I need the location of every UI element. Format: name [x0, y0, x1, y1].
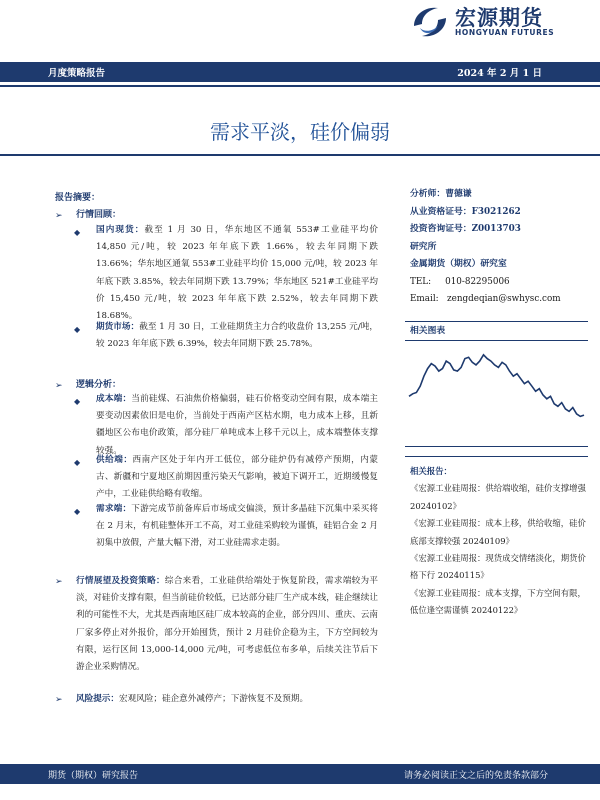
license-row [410, 204, 590, 222]
demand-text: 下游完成节前备库后市场成交偏淡，预计多晶硅下沉集中采买将在 2 月末，有机硅整体开工不高，对工业硅采购较为谨慎，硅铝合金 2 月初集中放假，产量大幅下滑，对工业硅需求走弱。 [96, 504, 378, 549]
related-report-item[interactable]: 《宏源工业硅周报：成本支撑，下方空间有限，低位逢空需谨慎 20240122》 [410, 587, 586, 616]
cost-text: 当前硅煤、石油焦价格偏弱，硅石价格变动空间有限，成本端主要变动因素依旧是电价，当前处于西南产区枯水期，电力成本上移，且新疆地区公布电价政策，部分硅厂单吨成本上移千元以上，成本端整体支撑较强。 [96, 394, 378, 456]
arrow-icon: ➢ [55, 381, 63, 391]
analyst-label: 分析师： [410, 189, 446, 199]
related-report-item[interactable]: 《宏源工业硅周报：成本上移，供给收缩，硅价底部支撑较强 20240109》 [410, 518, 586, 546]
series-line [409, 355, 584, 417]
email-row [410, 291, 590, 309]
diamond-bullet-icon: ◆ [74, 458, 81, 467]
outlook-heading: 行情展望及投资策略： [76, 576, 165, 586]
footer-disclaimer: 请务必阅读正文之后的免责条款部分 [403, 771, 548, 781]
related-reports-label: 相关报告： [410, 466, 452, 476]
arrow-icon: ➢ [55, 577, 63, 587]
futures-market-text: 截至 1 月 30 日，工业硅期货主力合约收盘价 13,255 元/吨，较 2023 年年底下跌 6.39%，较去年同期下跌 25.78%。 [96, 322, 378, 350]
divider [405, 446, 588, 447]
diamond-bullet-icon: ◆ [74, 397, 81, 406]
review-heading: 行情回顾： [76, 210, 122, 220]
header-divider [0, 85, 600, 87]
consult-number: Z0013703 [471, 224, 521, 234]
domestic-spot-label: 国内现货： [96, 225, 145, 235]
diamond-bullet-icon: ◆ [74, 325, 81, 334]
company-logo-icon [410, 2, 450, 42]
supply-paragraph [96, 452, 378, 504]
demand-paragraph [96, 501, 378, 553]
license-label: 从业资格证号： [410, 206, 472, 217]
tel-value: 010-82295006 [445, 276, 510, 287]
dept-name: 研究所 [410, 241, 437, 252]
domestic-spot-paragraph [96, 222, 378, 325]
page-title: 需求平淡，硅价偏弱 [210, 120, 390, 144]
cost-paragraph [96, 391, 378, 460]
price-line-chart [405, 340, 588, 440]
futures-market-label: 期货市场： [96, 322, 140, 332]
supply-label: 供给端： [96, 455, 133, 465]
outlook-text: 综合来看，工业硅供给端处于恢复阶段，需求端较为平淡，对硅价支撑有限，但当前硅价较低，已达部分硅厂生产成本线，硅企继续让利的可能性不大，尤其是西南地区硅厂成本较高的企业，部分四川、重庆、云南厂家多停止对外报价，部分开始囤货，预计 2 月硅价企稳为主，下方空间较为有限，运行区间 13,000-14,000 元/吨，可考虑低位布多单，后续关注节后下游企业采购情况。 [76, 576, 378, 673]
report-type: 月度策略报告 [48, 68, 106, 79]
divider [405, 321, 588, 322]
tel-label: TEL: [410, 276, 432, 287]
related-reports [410, 463, 590, 620]
risk-paragraph [76, 691, 378, 708]
demand-label: 需求端： [96, 504, 132, 514]
email-link[interactable]: zengdeqian@swhysc.com [447, 294, 561, 304]
diamond-bullet-icon: ◆ [74, 228, 81, 237]
arrow-icon: ➢ [55, 695, 63, 705]
brand-name-cn: 宏源期货 [455, 6, 543, 30]
tel-row [410, 274, 590, 292]
divider [405, 456, 588, 457]
email-label: Email: [410, 294, 439, 304]
supply-text: 西南产区处于年内开工低位，部分硅炉仍有减停产预期，内蒙古、新疆和宁夏地区前期因重污染天气影响，被迫下调开工，近期缓慢复产中，工业硅供给略有收缩。 [96, 455, 378, 500]
license-number: F3021262 [471, 206, 521, 217]
org-name: 金属期货（期权）研究室 [410, 259, 507, 269]
report-date: 2024 年 2 月 1 日 [457, 68, 542, 79]
summary-label: 报告摘要： [55, 193, 101, 203]
related-report-item[interactable]: 《宏源工业硅周报：供给端收缩，硅价支撑增强 20240102》 [410, 483, 586, 511]
related-report-item[interactable]: 《宏源工业硅周报：现货成交情绪淡化，期货价格下行 20240115》 [410, 553, 586, 581]
analysis-heading: 逻辑分析： [76, 380, 122, 390]
footer-left: 期货（期权）研究报告 [48, 771, 139, 781]
futures-market-paragraph [96, 319, 378, 353]
org-row [410, 256, 590, 274]
related-chart-label-text: 相关图表 [410, 326, 446, 336]
dept-row [410, 239, 590, 257]
cost-label: 成本端： [96, 394, 132, 404]
arrow-icon: ➢ [55, 211, 63, 221]
analyst-name: 曹德谦 [445, 189, 472, 199]
diamond-bullet-icon: ◆ [74, 507, 81, 516]
analyst-info [410, 186, 590, 309]
risk-heading: 风险提示： [76, 694, 119, 704]
related-chart-label [410, 323, 445, 341]
risk-text: 宏观风险；硅企意外减停产；下游恢复不及预期。 [118, 694, 309, 704]
brand-name-en: HONGYUAN FUTURES [455, 28, 555, 37]
consult-label: 投资咨询证号： [410, 224, 472, 234]
consult-row [410, 221, 590, 239]
title-divider [0, 154, 600, 156]
domestic-spot-text: 截至 1 月 30 日，华东地区不通氧 553#工业硅平均价 14,850 元/吨，较 2023 年年底下跌 1.66%，较去年同期下跌 13.66%；华东地区通氧 553#工业硅平均价 15,000 元/吨，较 2023 年年底下跌 3.85%，较去年同期下跌 13.79%；华东地区 521#工业硅平均价 15,450 元/吨，较 2023 年年底下跌 2.52%，较去年同期下跌 18.68%。 [96, 225, 378, 322]
analyst-row [410, 186, 590, 204]
outlook-paragraph [76, 573, 378, 676]
